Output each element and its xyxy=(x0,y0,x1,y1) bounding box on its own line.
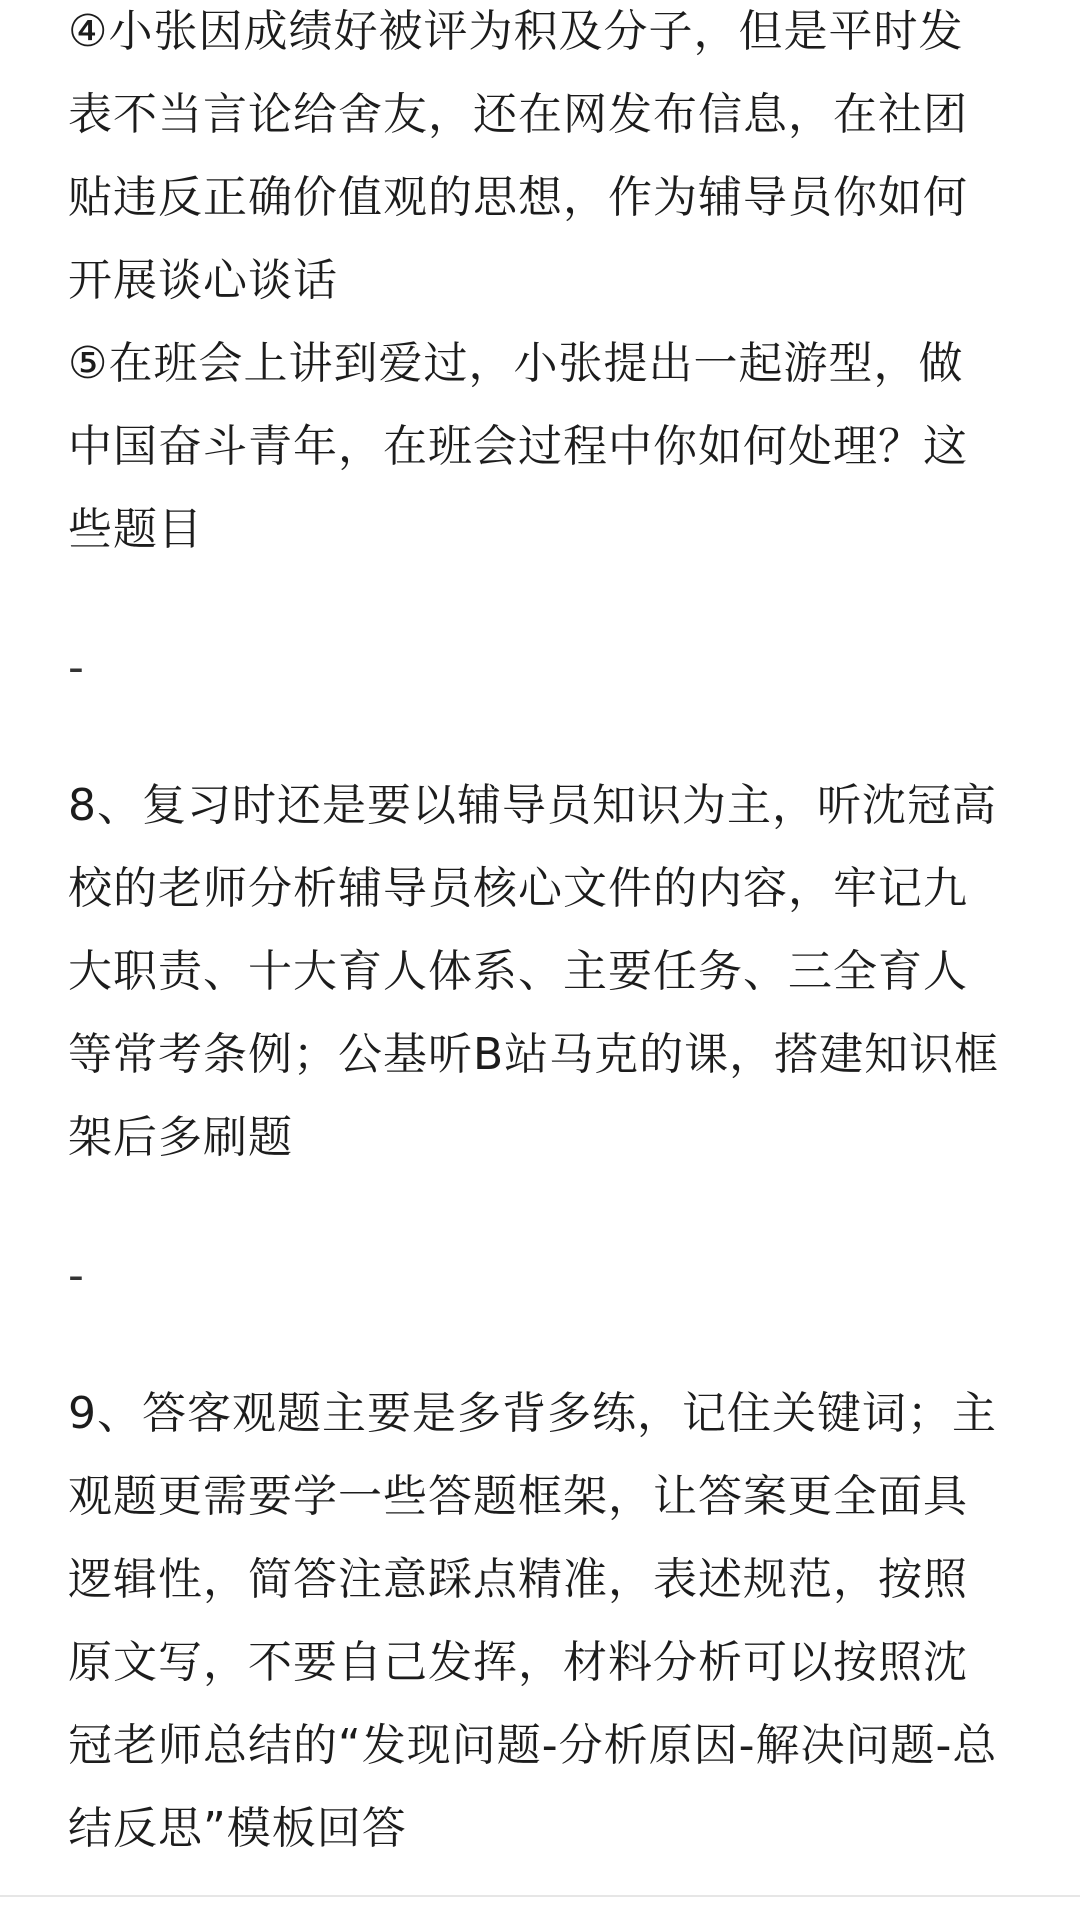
paragraph-tip-9: 9、答客观题主要是多背多练，记住关键词；主观题更需要学一些答题框架，让答案更全面具逻辑性，简答注意踩点精准，表述规范，按照原文写，不要自己发挥，材料分析可以按照沈冠老师总结的“发现问题-分析原因-解决问题-总结反思”模板回答 xyxy=(68,1388,998,1854)
bottom-divider xyxy=(0,1895,1080,1897)
paragraph-tip-8: 8、复习时还是要以辅导员知识为主，听沈冠高校的老师分析辅导员核心文件的内容，牢记九大职责、十大育人体系、主要任务、三全育人等常考条例；公基听B站马克的课，搭建知识框架后多刷题 xyxy=(68,780,1000,1163)
separator-dash: - xyxy=(68,1250,84,1301)
article-body xyxy=(68,0,1008,1870)
separator-dash: - xyxy=(68,642,84,693)
paragraph-question-4: ④小张因成绩好被评为积及分子，但是平时发表不当言论给舍友，还在网发布信息，在社团贴违反正确价值观的思想，作为辅导员你如何开展谈心谈话 xyxy=(68,6,968,306)
paragraph-question-5: ⑤在班会上讲到爱过，小张提出一起游型，做中国奋斗青年，在班会过程中你如何处理？这些题目 xyxy=(68,338,968,555)
